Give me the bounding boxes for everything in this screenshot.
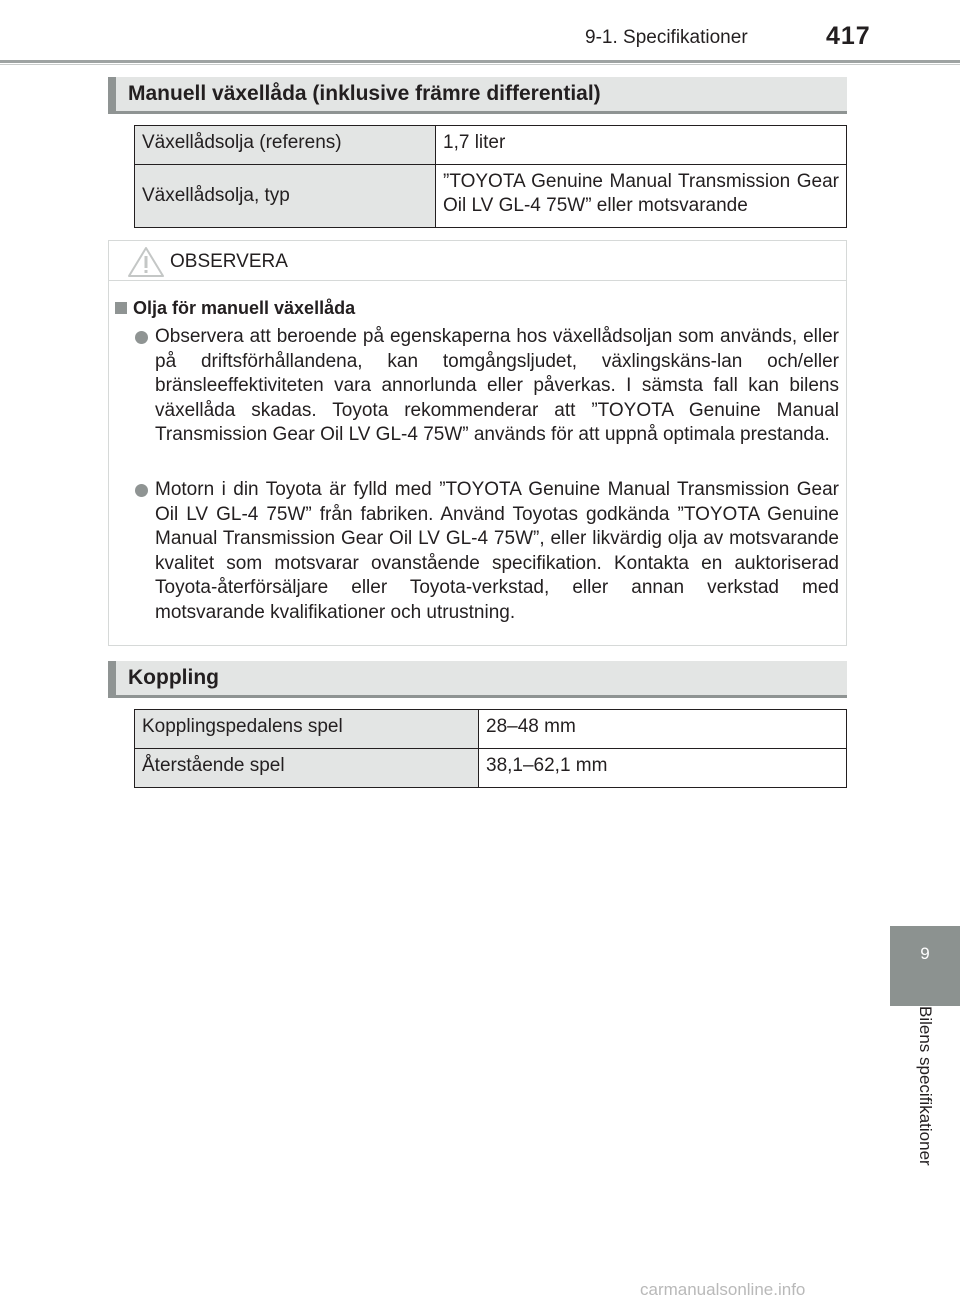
notice-subheading — [115, 298, 355, 319]
warning-triangle-icon — [127, 246, 165, 278]
bullet-dot-icon — [135, 484, 148, 497]
table-row — [135, 126, 847, 165]
heading-text: Koppling — [128, 666, 219, 689]
chapter-number: 9 — [920, 944, 930, 963]
table-cell-label: Växellådsolja (referens) — [135, 126, 436, 165]
chapter-label: Bilens specifikationer — [916, 1006, 935, 1166]
notice-bullet — [135, 325, 839, 448]
table-cell-value: 28–48 mm — [479, 710, 847, 749]
heading-text: Manuell växellåda (inklusive främre differential) — [128, 82, 601, 105]
notice-bullet-text: Motorn i din Toyota är fylld med ”TOYOTA Genuine Manual Transmission Gear Oil LV GL-4 75W” från fabriken. Använd Toyotas godkända ”TOYOTA Genuine Manual Transmission Gear Oil LV GL-4 75W”, eller likvärdig olja av motsvarande kvalitet som motsvarar ovanstående specifikation. Kontakta en auktoriserad Toyota-återförsäljare eller Toyota-verkstad, eller annan verkstad med motsvarande kvalifikationer och utrustning. — [155, 479, 839, 623]
header-rule — [0, 60, 960, 63]
page-number: 417 — [826, 22, 871, 50]
chapter-label-wrap — [890, 1006, 960, 1231]
section-heading-clutch — [108, 661, 847, 698]
table-cell-value: ”TOYOTA Genuine Manual Transmission Gear Oil LV GL-4 75W” eller motsvarande — [436, 165, 847, 228]
section-heading-manual-transmission — [108, 77, 847, 114]
table-cell-label: Återstående spel — [135, 749, 479, 788]
square-bullet-icon — [115, 302, 127, 314]
watermark: carmanualsonline.info — [640, 1280, 806, 1299]
chapter-tab[interactable] — [890, 926, 960, 1006]
header-rule-thin — [0, 64, 960, 65]
heading-bar — [108, 77, 116, 111]
table-cell-label: Kopplingspedalens spel — [135, 710, 479, 749]
heading-bar — [108, 661, 116, 695]
table-cell-value: 38,1–62,1 mm — [479, 749, 847, 788]
notice-subheading-text: Olja för manuell växellåda — [133, 298, 356, 318]
manual-transmission-table — [134, 125, 847, 228]
clutch-table — [134, 709, 847, 788]
notice-title: OBSERVERA — [170, 251, 288, 272]
section-title: 9-1. Specifikationer — [585, 27, 748, 48]
table-cell-label: Växellådsolja, typ — [135, 165, 436, 228]
notice-bullet — [135, 478, 839, 625]
table-row — [135, 749, 847, 788]
notice-bullet-text: Observera att beroende på egenskaperna hos växellådsoljan som används, eller på driftsförhållandena, kan tomgångsljudet, växlingskäns-lan och/eller bränsleeffektiviteten vara annorlunda eller påverkas. I sämsta fall kan bilens växellåda skadas. Toyota rekommenderar att ”TOYOTA Genuine Manual Transmission Gear Oil LV GL-4 75W” används för att uppnå optimala prestanda. — [155, 326, 839, 445]
bullet-dot-icon — [135, 331, 148, 344]
table-row — [135, 710, 847, 749]
table-cell-value: 1,7 liter — [436, 126, 847, 165]
table-row — [135, 165, 847, 228]
